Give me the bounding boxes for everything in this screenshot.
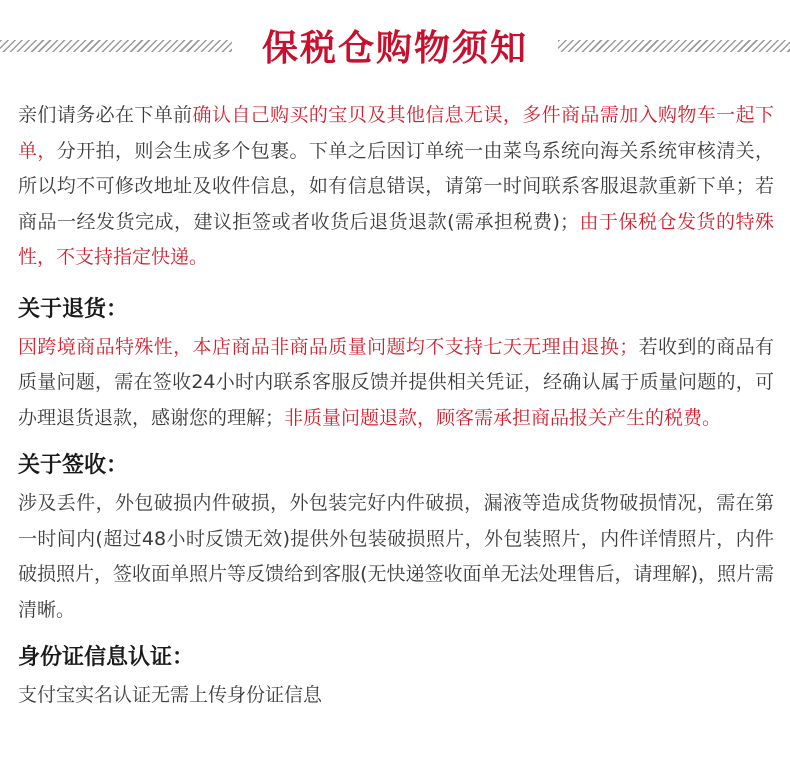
intro-paragraph [18,98,774,276]
header-hatch-left [0,40,232,52]
header-hatch-right [558,40,790,52]
id-verify-heading: 身份证信息认证： [18,645,195,670]
intro-text-1: 亲们请务必在下单前 [18,104,193,126]
returns-warning-1: 因跨境商品特殊性，本店商品非商品质量问题均不支持七天无理由退换； [18,335,639,358]
returns-heading: 关于退货： [18,296,129,322]
notice-content [18,98,774,714]
intro-warning-1: 确认自己购买的宝贝及其他信息无误，多件商品需加入购物车一起下单， [18,104,774,162]
id-verify-text: 支付宝实名认证无需上传身份证信息 [18,684,323,706]
page-title: 保税仓购物须知 [261,27,528,69]
page-header [0,18,790,78]
intro-warning-2: 由于保税仓发货的特殊性，不支持指定快递。 [18,210,774,268]
receipt-paragraph: 涉及丢件，外包破损内件破损，外包装完好内件破损，漏液等造成货物破损情况，需在第一时间内(超过48小时反馈无效)提供外包装破损照片，外包装照片，内件详情照片，内件破损照片，签收面单照片等反馈给到客服(无快递签收面单无法处理售后，请理解)，照片需清晰。 [18,492,774,621]
returns-text: 若收到的商品有质量问题，需在签收24小时内联系客服反馈并提供相关凭证，经确认属于质量问题的，可办理退货退款，感谢您的理解； [18,335,774,429]
intro-text-2: 分开拍，则会生成多个包裹。下单之后因订单统一由菜鸟系统向海关系统审核清关，所以均不可修改地址及收件信息，如有信息错误，请第一时间联系客服退款重新下单；若商品一经发货完成，建议拒签或者收货后退货退款(需承担税费)； [18,139,774,233]
returns-paragraph [18,330,774,437]
returns-warning-2: 非质量问题退款，顾客需承担商品报关产生的税费。 [284,406,722,429]
receipt-heading: 关于签收： [18,453,129,478]
